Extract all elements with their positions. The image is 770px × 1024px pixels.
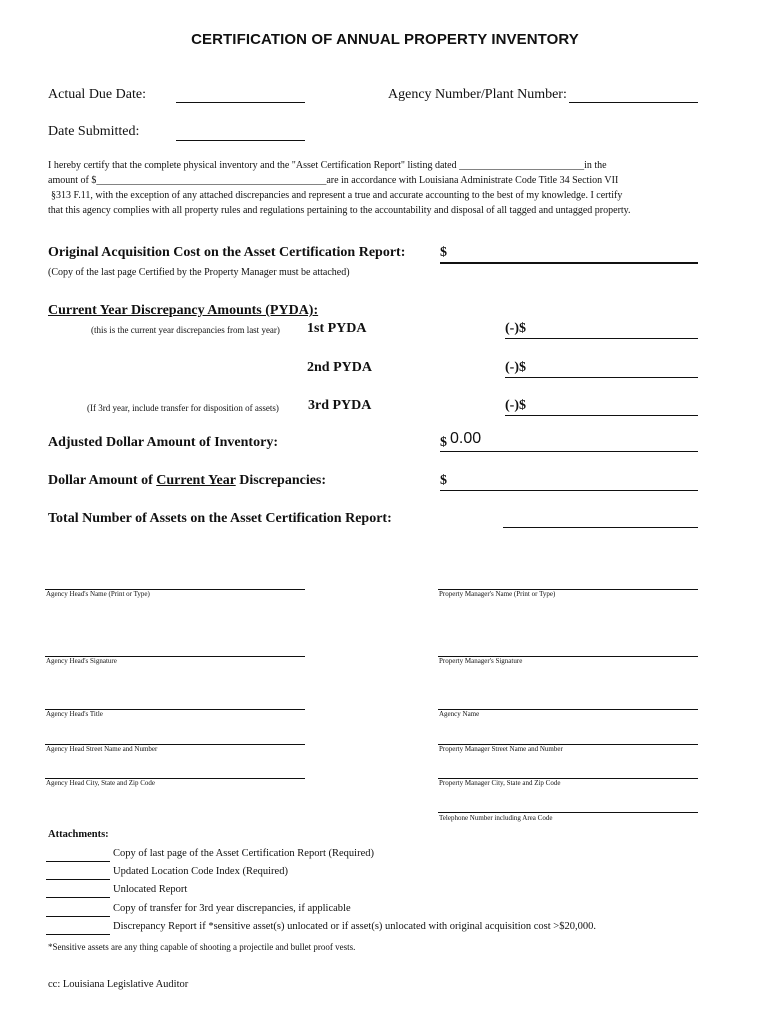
first-pyda-label: 1st PYDA — [307, 321, 367, 336]
total-assets-field[interactable] — [503, 527, 698, 528]
property-manager-street-caption: Property Manager Street Name and Number — [439, 745, 563, 753]
agency-head-street-caption: Agency Head Street Name and Number — [46, 745, 158, 753]
second-pyda-prefix: (-)$ — [505, 360, 526, 375]
agency-name-caption: Agency Name — [439, 710, 480, 718]
property-manager-name-caption: Property Manager's Name (Print or Type) — [439, 590, 556, 598]
telephone-caption: Telephone Number including Area Code — [439, 814, 553, 822]
first-pyda-prefix: (-)$ — [505, 321, 526, 336]
attachment-checkline[interactable] — [46, 934, 110, 935]
cc-line: cc: Louisiana Legislative Auditor — [48, 979, 189, 990]
property-manager-city-caption: Property Manager City, State and Zip Code — [439, 779, 561, 787]
certification-paragraph — [48, 158, 648, 218]
third-pyda-label: 3rd PYDA — [308, 398, 372, 413]
discrepancy-heading: Current Year Discrepancy Amounts (PYDA): — [48, 303, 319, 318]
second-pyda-field[interactable] — [505, 377, 698, 378]
attachment-checkline[interactable] — [46, 897, 110, 898]
original-cost-currency: $ — [440, 245, 447, 260]
actual-due-date-label: Actual Due Date: — [48, 87, 146, 102]
certification-line: amount of $______________________________________________are in accordance with Louisiana Administrate Code Title 34 Section VII — [48, 175, 619, 186]
third-pyda-note: (If 3rd year, include transfer for disposition of assets) — [87, 403, 279, 413]
date-submitted-field[interactable] — [176, 140, 305, 141]
certification-line: that this agency complies with all property rules and regulations pertaining to the accountability and disposal of all tagged and untagged property. — [48, 205, 631, 216]
attachment-checkline[interactable] — [46, 861, 110, 862]
third-pyda-field[interactable] — [505, 415, 698, 416]
page-title: CERTIFICATION OF ANNUAL PROPERTY INVENTORY — [191, 31, 579, 48]
adjusted-amount-currency: $ — [440, 435, 447, 450]
certification-line: §313 F.11, with the exception of any attached discrepancies and represent a true and accurate accounting to the best of my knowledge. I certify — [51, 190, 623, 201]
property-manager-signature-caption: Property Manager's Signature — [439, 657, 523, 665]
agency-number-label: Agency Number/Plant Number: — [388, 87, 567, 102]
attachments-heading: Attachments: — [48, 829, 109, 840]
original-cost-note: (Copy of the last page Certified by the Property Manager must be attached) — [48, 267, 350, 278]
total-assets-label: Total Number of Assets on the Asset Certification Report: — [48, 511, 392, 526]
telephone-line[interactable] — [438, 812, 698, 813]
third-pyda-prefix: (-)$ — [505, 398, 526, 413]
actual-due-date-field[interactable] — [176, 102, 305, 103]
date-submitted-label: Date Submitted: — [48, 124, 140, 139]
label-underlined: Current Year — [156, 473, 236, 488]
current-discrepancies-field[interactable] — [440, 490, 698, 491]
attachment-item: Unlocated Report — [113, 884, 188, 895]
first-pyda-note: (this is the current year discrepancies from last year) — [91, 325, 280, 335]
adjusted-amount-field — [440, 451, 698, 452]
attachment-item: Copy of last page of the Asset Certification Report (Required) — [113, 848, 374, 859]
original-cost-field[interactable] — [440, 262, 698, 264]
original-cost-label: Original Acquisition Cost on the Asset Certification Report: — [48, 245, 406, 260]
certification-line: I hereby certify that the complete physical inventory and the "Asset Certification Report" listing dated _________________________in the — [48, 160, 607, 171]
first-pyda-field[interactable] — [505, 338, 698, 339]
agency-head-city-caption: Agency Head City, State and Zip Code — [46, 779, 155, 787]
second-pyda-label: 2nd PYDA — [307, 360, 372, 375]
attachment-item: Discrepancy Report if *sensitive asset(s) unlocated or if asset(s) unlocated with original acquisition cost >$20,000. — [113, 921, 596, 932]
current-discrepancies-label — [48, 473, 326, 489]
adjusted-amount-value[interactable]: 0.00 — [450, 430, 482, 447]
agency-number-field[interactable] — [569, 102, 698, 103]
attachment-item: Updated Location Code Index (Required) — [113, 866, 288, 877]
agency-head-title-caption: Agency Head's Title — [46, 710, 103, 718]
sensitive-assets-footnote: *Sensitive assets are any thing capable of shooting a projectile and bullet proof vests. — [48, 942, 356, 952]
adjusted-amount-label: Adjusted Dollar Amount of Inventory: — [48, 435, 278, 450]
agency-head-name-caption: Agency Head's Name (Print or Type) — [46, 590, 150, 598]
label-part: Discrepancies: — [235, 473, 327, 488]
attachment-item: Copy of transfer for 3rd year discrepancies, if applicable — [113, 903, 351, 914]
agency-head-signature-caption: Agency Head's Signature — [46, 657, 117, 665]
label-part: Dollar Amount of — [48, 473, 157, 488]
attachment-checkline[interactable] — [46, 916, 110, 917]
current-discrepancies-currency: $ — [440, 473, 447, 488]
attachment-checkline[interactable] — [46, 879, 110, 880]
